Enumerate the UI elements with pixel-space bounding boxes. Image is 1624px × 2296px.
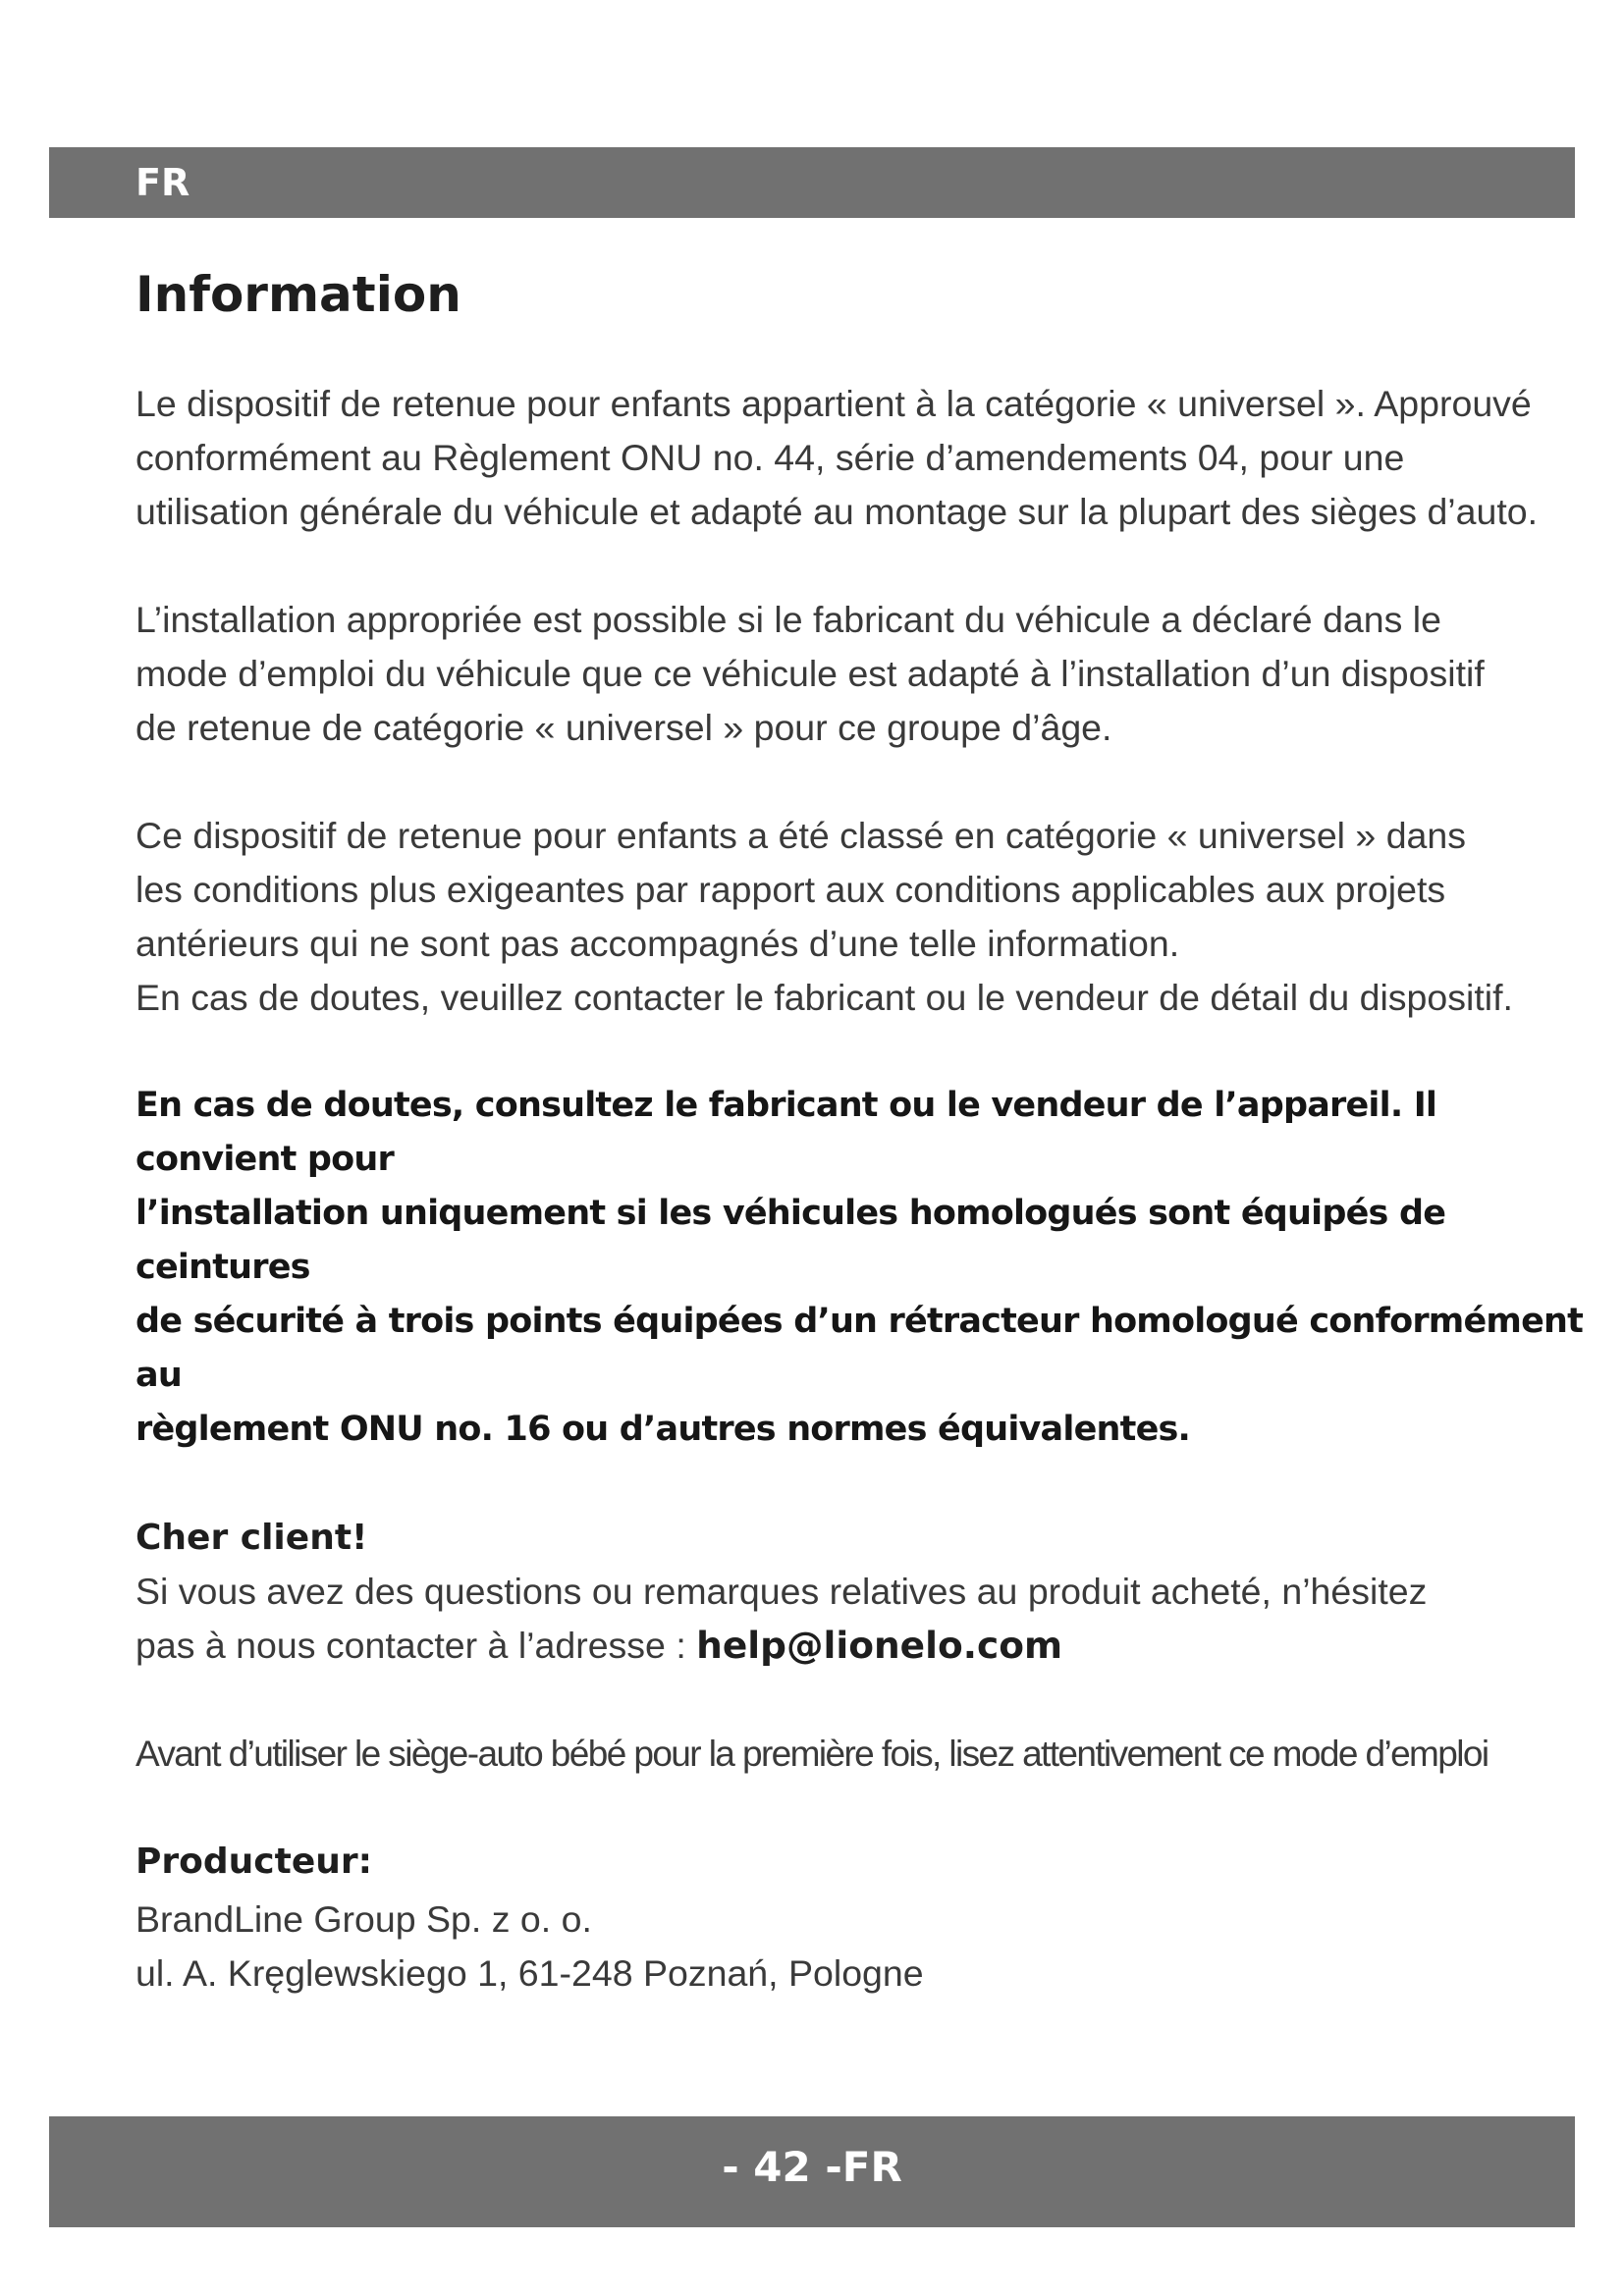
producer-name: BrandLine Group Sp. z o. o. [135,1898,592,1940]
paragraph-warning: En cas de doutes, consultez le fabricant ou le vendeur de l’appareil. Il convient pour l’installation uniquement si les véhicules homologués sont équipés de ceintures de sécurité à trois points équipées d’un rétracteur homologué conformément au règlement ONU no. 16 ou d’autres normes équivalentes. [135,1086,1584,1449]
page-number: - 42 -FR [722,2143,902,2191]
customer-text [135,1565,1589,1673]
usage-notice: Avant d’utiliser le siège-auto bébé pour la première fois, lisez attentivement ce mode d’emploi [135,1734,1489,1774]
footer-bar [49,2116,1575,2227]
page-content [135,263,1589,2001]
paragraph-category: Le dispositif de retenue pour enfants appartient à la catégorie « universel ». Approuvé conformément au Règlement ONU no. 44, série d’amendements 04, pour une utilisation générale du véhicule et adapté au montage sur la plupart des sièges d’auto. [135,383,1539,532]
paragraph-classification: Ce dispositif de retenue pour enfants a été classé en catégorie « universel » dans les conditions plus exigeantes par rapport aux conditions applicables aux projets antérieurs qui ne sont pas accompagnés d’une telle information. En cas de doutes, veuillez contacter le fabricant ou le vendeur de détail du dispositif. [135,815,1513,1018]
customer-heading: Cher client! [135,1518,368,1558]
page-title: Information [135,266,461,323]
producer-section [135,1835,1589,2001]
paragraph-installation: L’installation appropriée est possible si le fabricant du véhicule a déclaré dans le mode d’emploi du véhicule que ce véhicule est adapté à l’installation d’un dispositif de retenue de catégorie « universel » pour ce groupe d’âge. [135,599,1485,748]
language-label: FR [135,161,190,204]
producer-address: ul. A. Kręglewskiego 1, 61-248 Poznań, Pologne [135,1952,924,1994]
header-bar [49,147,1575,218]
customer-message: Si vous avez des questions ou remarques relatives au produit acheté, n’hésitez pas à nous contacter à l’adresse : [135,1571,1428,1666]
support-email: help@lionelo.com [696,1624,1063,1667]
customer-section [135,1511,1589,1673]
producer-heading: Producteur: [135,1842,373,1882]
